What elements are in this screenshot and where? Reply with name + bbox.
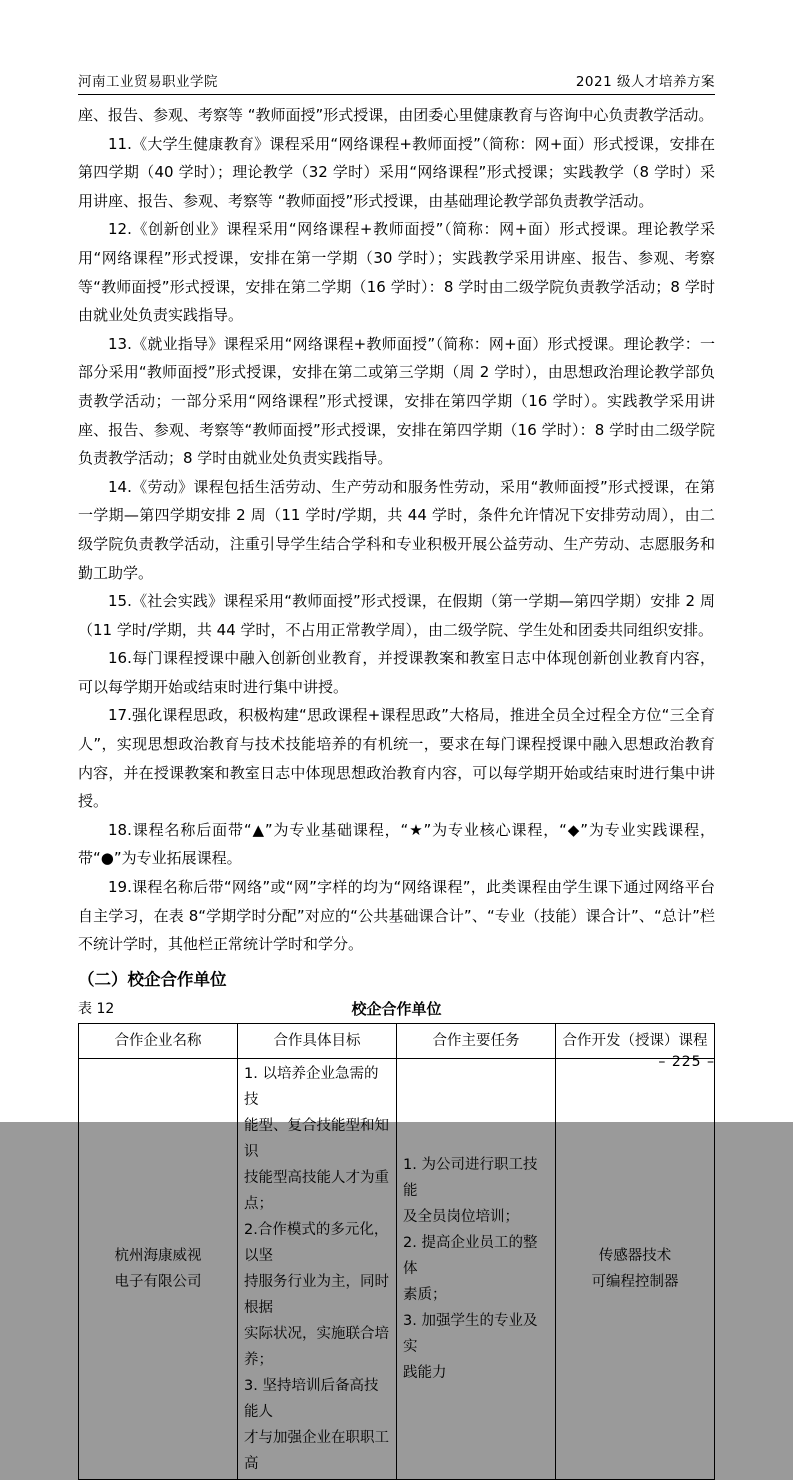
cell-company-line: 电子有限公司 (114, 1273, 202, 1290)
cooperation-table (78, 1023, 715, 1480)
paragraph-continuation: 座、报告、参观、考察等 “教师面授”形式授课，由团委心里健康教育与咨询中心负责教学活动。 (78, 106, 714, 124)
cell-course (556, 1058, 715, 1479)
cell-goal-line: 2.合作模式的多元化，以坚 (244, 1221, 389, 1264)
column-header-company: 合作企业名称 (79, 1023, 238, 1058)
page-header (78, 70, 715, 94)
cell-course-line: 可编程控制器 (591, 1273, 679, 1290)
table-row (79, 1058, 715, 1479)
cell-task-line: 3. 加强学生的专业及实 (403, 1312, 538, 1355)
paragraph-item-14: 14.《劳动》课程包括生活劳动、生产劳动和服务性劳动，采用“教师面授”形式授课，在第一学期—第四学期安排 2 周（11 学时/学期，共 44 学时，条件允许情况下安排劳动周），由二级学院负责教学活动，注重引导学生结合学科和专业积极开展公益劳动、生产劳动、志愿服务和勤工助学。 (78, 477, 715, 582)
cell-task-line: 及全员岗位培训； (403, 1208, 519, 1225)
paragraph-item-12: 12.《创新创业》课程采用“网络课程+教师面授”（简称：网+面）形式授课。理论教学采用“网络课程”形式授课，安排在第一学期（30 学时）；实践教学采用讲座、报告、参观、考察等“教师面授”形式授课，安排在第二学期（16 学时）：8 学时由二级学院负责教学活动；8 学时由就业处负责实践指导。 (78, 220, 715, 325)
cell-goal-line: 能型、复合技能型和知识 (244, 1117, 389, 1160)
cell-goal-line: 持服务行业为主，同时根据 (244, 1273, 389, 1316)
paragraph-item-16: 16.每门课程授课中融入创新创业教育，并授课教案和教室日志中体现创新创业教育内容，可以每学期开始或结束时进行集中讲授。 (78, 649, 715, 696)
column-header-goal: 合作具体目标 (238, 1023, 397, 1058)
paragraph-item-19: 19.课程名称后带“网络”或“网”字样的均为“网络课程”，此类课程由学生课下通过网络平台自主学习，在表 8“学期学时分配”对应的“公共基础课合计”、“专业（技能）课合计”、“总计”栏不统计学时，其他栏正常统计学时和学分。 (78, 878, 715, 954)
page-content (78, 70, 715, 1480)
cell-goal-line: 才与加强企业在职职工高 (244, 1429, 389, 1472)
cell-task-line: 素质； (403, 1286, 447, 1303)
table-number: 表 12 (78, 1000, 115, 1017)
paragraph-item-17: 17.强化课程思政，积极构建“思政课程+课程思政”大格局，推进全员全过程全方位“三全育人”，实现思想政治教育与技术技能培养的有机统一，要求在每门课程授课中融入思想政治教育内容，并在授课教案和教室日志中体现思想政治教育内容，可以每学期开始或结束时进行集中讲授。 (78, 706, 715, 811)
paragraph-item-15: 15.《社会实践》课程采用“教师面授”形式授课，在假期（第一学期—第四学期）安排 2 周（11 学时/学期，共 44 学时，不占用正常教学周），由二级学院、学生处和团委共同组织安排。 (78, 592, 715, 639)
cell-goal (238, 1058, 397, 1479)
header-divider (78, 94, 715, 95)
table-title: 校企合作单位 (351, 999, 442, 1018)
cell-company (79, 1058, 238, 1479)
column-header-task: 合作主要任务 (397, 1023, 556, 1058)
header-right-title: 2021 级人才培养方案 (575, 74, 715, 90)
cell-goal-line: 3. 坚持培训后备高技能人 (244, 1377, 379, 1420)
section-heading: （二）校企合作单位 (78, 969, 227, 989)
cell-course-line: 传感器技术 (598, 1247, 672, 1264)
cell-goal-line: 1. 以培养企业急需的技 (244, 1065, 379, 1108)
cell-task-line: 践能力 (403, 1364, 447, 1381)
cell-goal-line: 实际状况，实施联合培养； (244, 1325, 389, 1368)
table-caption (78, 997, 715, 1021)
cell-task-line: 1. 为公司进行职工技能 (403, 1156, 538, 1199)
cell-task-line: 2. 提高企业员工的整体 (403, 1234, 538, 1277)
column-header-course: 合作开发（授课）课程 (556, 1023, 715, 1058)
paragraph-item-11: 11.《大学生健康教育》课程采用“网络课程+教师面授”（简称：网+面）形式授课，安排在第四学期（40 学时）；理论教学（32 学时）采用“网络课程”形式授课；实践教学（8 学时）采用讲座、报告、参观、考察等 “教师面授”形式授课，由基础理论教学部负责教学活动。 (78, 134, 715, 210)
paragraph-item-13: 13.《就业指导》课程采用“网络课程+教师面授”（简称：网+面）形式授课。理论教学：一部分采用“教师面授”形式授课，安排在第二或第三学期（周 2 学时），由思想政治理论教学部负责教学活动；一部分采用“网络课程”形式授课，安排在第四学期（16 学时）。实践教学采用讲座、报告、参观、考察等“教师面授”形式授课，安排在第四学期（16 学时）：8 学时由二级学院负责教学活动；8 学时由就业处负责实践指导。 (78, 334, 715, 468)
body-text (78, 101, 715, 959)
cell-goal-line: 技能型高技能人才为重点； (244, 1169, 389, 1212)
cell-task (397, 1058, 556, 1479)
cell-company-line: 杭州海康威视 (114, 1247, 202, 1264)
header-left-title: 河南工业贸易职业学院 (78, 74, 218, 90)
table-header-row (79, 1023, 715, 1058)
paragraph-item-18: 18.课程名称后面带“▲”为专业基础课程，“★”为专业核心课程，“◆”为专业实践课程，带“●”为专业拓展课程。 (78, 820, 715, 868)
page-number: – 225 – (658, 1054, 715, 1070)
